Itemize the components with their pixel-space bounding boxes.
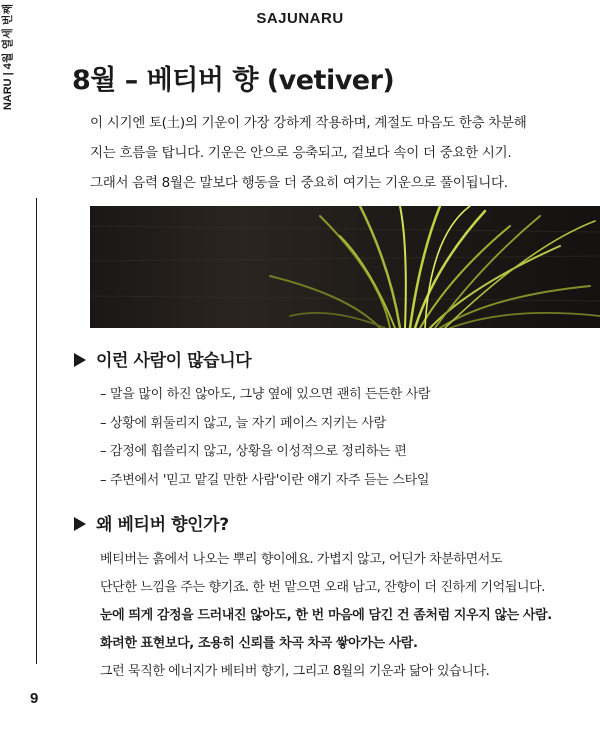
paragraph-line: 그런 묵직한 에너지가 베티버 향기, 그리고 8월의 기운과 닮아 있습니다. — [100, 664, 490, 679]
intro-line: 지는 흐름을 탑니다. 기운은 안으로 응축되고, 겉보다 속이 더 중요한 시기. — [90, 145, 512, 161]
brand-logo: SAJUNARU — [256, 10, 344, 27]
intro-line: 이 시기엔 토(土)의 기운이 가장 강하게 작용하며, 계절도 마음도 한층 차분해 — [90, 115, 527, 131]
list-item: – 말을 많이 하진 않아도, 그냥 옆에 있으면 괜히 든든한 사람 — [100, 387, 431, 402]
emphasis-line: 화려한 표현보다, 조용히 신뢰를 차곡 차곡 쌓아가는 사람. — [100, 636, 418, 651]
vetiver-photo — [90, 206, 600, 328]
list-item: – 감정에 휩쓸리지 않고, 상황을 이성적으로 정리하는 편 — [100, 444, 407, 459]
list-item: – 상황에 휘둘리지 않고, 늘 자기 페이스 지키는 사람 — [100, 415, 386, 431]
intro-paragraph — [90, 108, 570, 198]
triangle-bullet-icon — [74, 517, 86, 531]
section-heading — [74, 510, 229, 535]
page-number: 9 — [30, 690, 39, 707]
trait-list — [100, 381, 430, 495]
side-divider — [36, 198, 37, 664]
section-heading-text: 이런 사람이 많습니다 — [96, 351, 252, 371]
intro-line: 그래서 음력 8월은 말보다 행동을 더 중요히 여기는 기운으로 풀이됩니다. — [90, 175, 508, 191]
triangle-bullet-icon — [74, 353, 86, 367]
emphasis-line: 눈에 띄게 감정을 드러내진 않아도, 한 번 마음에 담긴 건 좀처럼 지우지 않는 사람. — [100, 608, 552, 623]
list-item: – 주변에서 '믿고 맡길 만한 사람'이란 얘기 자주 듣는 스타일 — [100, 472, 430, 488]
page-title: 8월 – 베티버 향 (vetiver) — [72, 65, 395, 96]
paragraph-line: 단단한 느낌을 주는 향기죠. 한 번 맡으면 오래 남고, 잔향이 더 진하게 기억됩니다. — [100, 580, 546, 595]
side-running-header: NARU | 4월 열세 번째 — [2, 3, 14, 111]
section-heading — [74, 346, 251, 371]
why-paragraph — [100, 546, 552, 686]
paragraph-line: 베티버는 흙에서 나오는 뿌리 향이에요. 가볍지 않고, 어딘가 차분하면서도 — [100, 552, 503, 567]
section-heading-text: 왜 베티버 향인가? — [96, 515, 229, 535]
